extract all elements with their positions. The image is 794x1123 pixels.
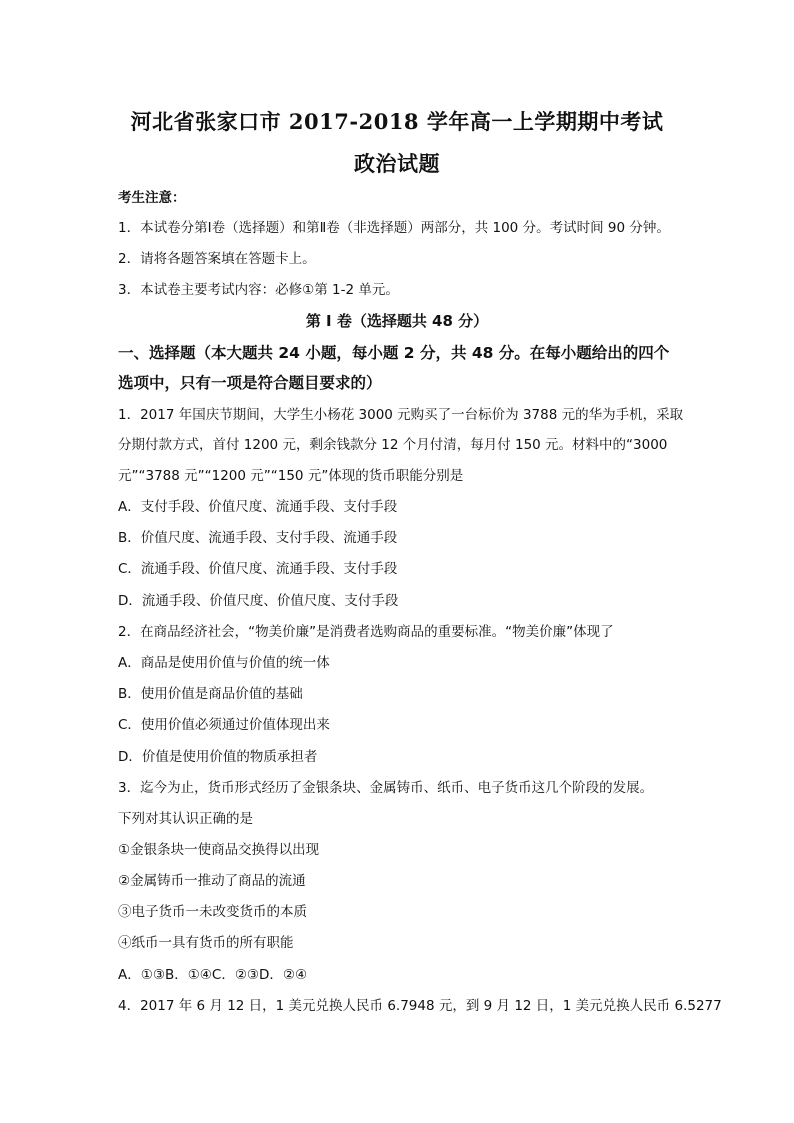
q2-option-b: B．使用价值是商品价值的基础 (118, 686, 303, 702)
q4-stem-line1: 4．2017 年 6 月 12 日，1 美元兑换人民币 6.7948 元，到 9 月 12 日，1 美元兑换人民币 6.5277 (118, 998, 722, 1014)
q1-option-b: B．价值尺度、流通手段、支付手段、流通手段 (118, 530, 398, 546)
q2-option-c: C．使用价值必须通过价值体现出来 (118, 717, 330, 733)
q3-options: A．①③B．①④C．②③D．②④ (118, 967, 308, 983)
q3-item-2: ②金属铸币一推动了商品的流通 (118, 873, 306, 889)
q1-stem-line1: 1．2017 年国庆节期间，大学生小杨花 3000 元购买了一台标价为 3788 元的华为手机，采取 (118, 407, 684, 423)
notice-item-3: 3．本试卷主要考试内容：必修①第 1-2 单元。 (118, 282, 399, 298)
exam-subject-title: 政治试题 (354, 151, 440, 176)
q3-item-4: ④纸币一具有货币的所有职能 (118, 935, 294, 951)
q1-stem-line2: 分期付款方式，首付 1200 元，剩余钱款分 12 个月付清，每月付 150 元。材料中的“3000 (118, 437, 668, 453)
notice-item-2: 2．请将各题答案填在答题卡上。 (118, 251, 316, 267)
q3-stem-line2: 下列对其认识正确的是 (118, 811, 253, 827)
notice-item-1: 1．本试卷分第Ⅰ卷（选择题）和第Ⅱ卷（非选择题）两部分，共 100 分。考试时间 90 分钟。 (118, 220, 670, 236)
exam-title: 河北省张家口市 2017-2018 学年高一上学期期中考试 (130, 109, 664, 134)
section-title-line1: 一、选择题（本大题共 24 小题，每小题 2 分，共 48 分。在每小题给出的四个 (118, 344, 670, 362)
q2-option-a: A．商品是使用价值与价值的统一体 (118, 655, 330, 671)
q1-option-a: A．支付手段、价值尺度、流通手段、支付手段 (118, 499, 398, 515)
q2-stem-line1: 2．在商品经济社会，“物美价廉”是消费者选购商品的重要标准。“物美价廉”体现了 (118, 624, 614, 640)
q1-stem-line3: 元”“3788 元”“1200 元”“150 元”体现的货币职能分别是 (118, 468, 464, 484)
q3-stem-line1: 3．迄今为止，货币形式经历了金银条块、金属铸币、纸币、电子货币这几个阶段的发展。 (118, 780, 654, 796)
q1-option-d: D．流通手段、价值尺度、价值尺度、支付手段 (118, 593, 399, 609)
q1-option-c: C．流通手段、价值尺度、流通手段、支付手段 (118, 561, 398, 577)
part1-heading: 第 I 卷（选择题共 48 分） (305, 312, 489, 330)
notice-heading: 考生注意： (118, 190, 186, 206)
section-title-line2: 选项中，只有一项是符合题目要求的） (118, 374, 382, 392)
q3-item-1: ①金银条块一使商品交换得以出现 (118, 842, 320, 858)
q2-option-d: D．价值是使用价值的物质承担者 (118, 749, 318, 765)
q3-item-3: ③电子货币一未改变货币的本质 (118, 904, 307, 920)
